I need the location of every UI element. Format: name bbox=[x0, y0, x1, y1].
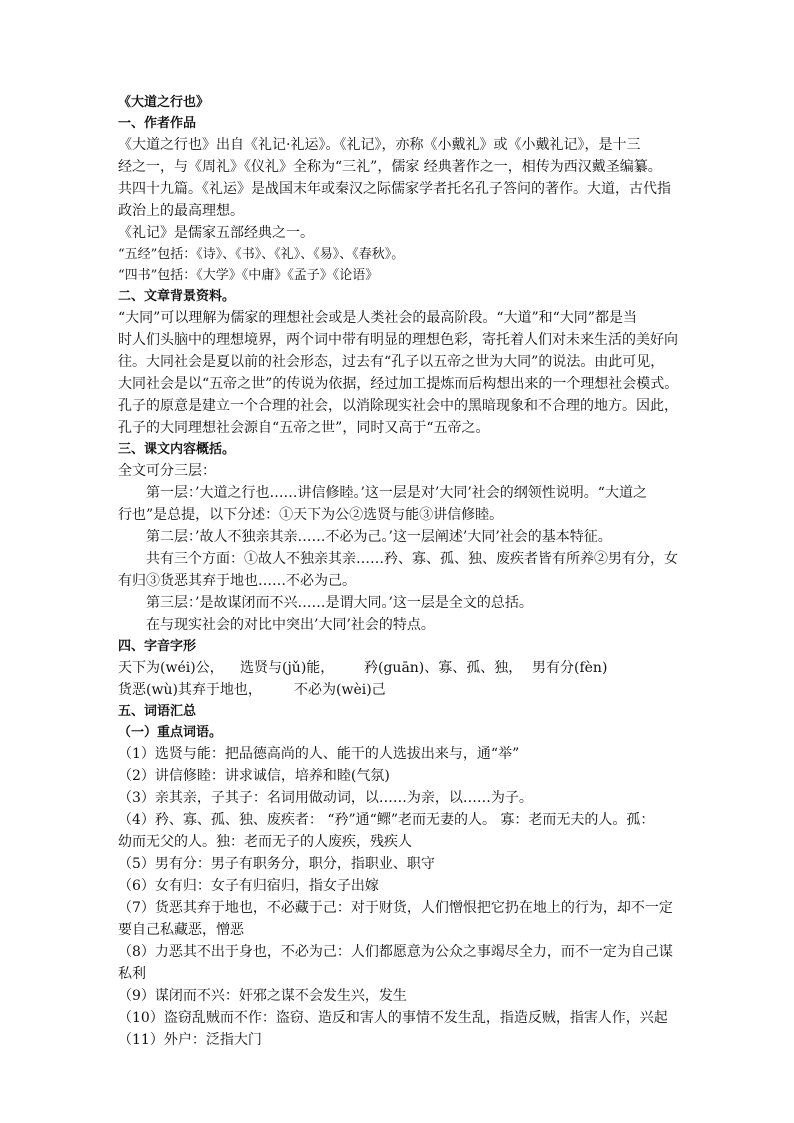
vocab-line: （4）矜、寡、孤、独、废疾者： “矜”通“鳏”老而无妻的人。 寡：老而无夫的人。孤： bbox=[118, 812, 655, 828]
pronunciation-item: 矜(guān)、寡、孤、独， bbox=[364, 660, 523, 676]
vocab-line: （5）男有分：男子有职务分，职分，指职业、职守 bbox=[118, 856, 435, 872]
vocab-line: （3）亲其亲，子其子：名词用做动词，以……为亲，以……为子。 bbox=[118, 790, 533, 806]
subheading-key-words: （一）重点词语。 bbox=[118, 725, 223, 740]
vocab-line: （10）盗窃乱贼而不作：盗窃、造反和害人的事情不发生乱，指造反贼，指害人作，兴起 bbox=[118, 1010, 668, 1026]
vocab-line: （7）货恶其弃于地也，不必藏于己：对于财货，人们憎恨把它扔在地上的行为，却不一定 bbox=[118, 900, 673, 916]
author-line: 共四十九篇。《礼运》是战国末年或秦汉之际儒家学者托名孔子答问的著作。大道，古代指 bbox=[118, 181, 671, 197]
vocab-line: 要自己私藏恶，憎恶 bbox=[118, 922, 244, 938]
summary-contrast: 在与现实社会的对比中突出’大同’社会的特点。 bbox=[146, 617, 435, 633]
background-line: 往。大同社会是夏以前的社会形态，过去有“孔子以五帝之世为大同”的说法。由此可见， bbox=[118, 354, 665, 370]
summary-layer-3: 第三层：’是故谋闭而不兴……是谓大同。’这一层是全文的总括。 bbox=[146, 595, 533, 611]
vocab-line: 幼而无父的人。独：老而无子的人废疾，残疾人 bbox=[118, 834, 412, 850]
section-heading-pronunciation: 四、字音字形 bbox=[118, 639, 197, 654]
background-line: 大同社会是以“五帝之世”的传说为依据，经过加工提炼而后构想出来的一个理想社会模式。 bbox=[118, 376, 679, 392]
wujing-line: “五经”包括：《诗》、《书》、《礼》、《易》、《春秋》。 bbox=[118, 247, 405, 262]
doc-title: 《大道之行也》 bbox=[118, 95, 210, 110]
sishu-line: “四书”包括：《大学》《中庸》《孟子》《论语》 bbox=[118, 268, 379, 283]
pronunciation-item: 天下为(wéi)公， bbox=[118, 660, 224, 676]
summary-layer-1-cont: 行也”是总提，以下分述：①天下为公②选贤与能③讲信修睦。 bbox=[118, 507, 504, 523]
summary-layer-1: 第一层：’大道之行也……讲信修睦。’这一层是对’大同’社会的纲领性说明。“大道之 bbox=[146, 485, 647, 501]
vocab-line: （1）选贤与能：把品德高尚的人、能干的人选拔出来与，通“举” bbox=[118, 746, 520, 762]
vocab-line: 私利 bbox=[118, 966, 146, 982]
pronunciation-item: 选贤与(jǔ)能， bbox=[240, 660, 335, 676]
section-heading-summary: 三、课文内容概括。 bbox=[118, 442, 236, 457]
author-line: 《大道之行也》出自《礼记·礼运》。《礼记》，亦称《小戴礼》或《小戴礼记》，是十三 bbox=[118, 137, 641, 153]
vocab-line: （11）外户：泛指大门 bbox=[118, 1032, 262, 1048]
background-line: “大同”可以理解为儒家的理想社会或是人类社会的最高阶段。“大道”和“大同”都是当 bbox=[118, 310, 637, 326]
summary-intro: 全文可分三层： bbox=[118, 463, 216, 479]
section-heading-background: 二、文章背景资料。 bbox=[118, 289, 236, 304]
vocab-line: （6）女有归：女子有归宿归，指女子出嫁 bbox=[118, 878, 379, 894]
section-heading-author: 一、作者作品 bbox=[118, 116, 197, 131]
author-line: 《礼记》是儒家五部经典之一。 bbox=[118, 225, 314, 241]
vocab-line: （9）谋闭而不兴：奸邪之谋不会发生兴，发生 bbox=[118, 988, 407, 1004]
document-page bbox=[118, 92, 678, 1051]
author-line: 经之一，与《周礼》《仪礼》全称为“三礼”，儒家 经典著作之一，相传为西汉戴圣编纂。 bbox=[118, 159, 662, 175]
summary-aspects-cont: 有归③货恶其弃于地也……不必为己。 bbox=[118, 573, 356, 589]
pronunciation-item: 不必为(wèi)己 bbox=[294, 682, 386, 698]
background-line: 时人们头脑中的理想境界，两个词中带有明显的理想色彩，寄托着人们对未来生活的美好向 bbox=[118, 332, 678, 348]
background-line: 孔子的原意是建立一个合理的社会，以消除现实社会中的黑暗现象和不合理的地方。因此， bbox=[118, 398, 678, 414]
vocab-line: （8）力恶其不出于身也，不必为己：人们都愿意为公众之事竭尽全力，而不一定为自己谋 bbox=[118, 944, 673, 960]
pronunciation-row bbox=[118, 657, 678, 679]
background-line: 孔子的大同理想社会源自“五帝之世”，同时又高于“五帝之。 bbox=[118, 420, 490, 436]
vocab-line: （2）讲信修睦：讲求诚信，培养和睦(气氛) bbox=[118, 768, 390, 784]
pronunciation-row bbox=[118, 679, 678, 701]
summary-aspects: 共有三个方面：①故人不独亲其亲……矜、寡、孤、独、废疾者皆有所养②男有分，女 bbox=[146, 551, 678, 567]
author-line: 政治上的最高理想。 bbox=[118, 203, 244, 219]
pronunciation-item: 男有分(fèn) bbox=[532, 660, 608, 676]
section-heading-vocabulary: 五、词语汇总 bbox=[118, 704, 197, 719]
pronunciation-item: 货恶(wù)其弃于地也， bbox=[118, 682, 262, 698]
summary-layer-2: 第二层：’故人不独亲其亲……不必为己。’这一层阐述’大同’社会的基本特征。 bbox=[146, 529, 612, 545]
